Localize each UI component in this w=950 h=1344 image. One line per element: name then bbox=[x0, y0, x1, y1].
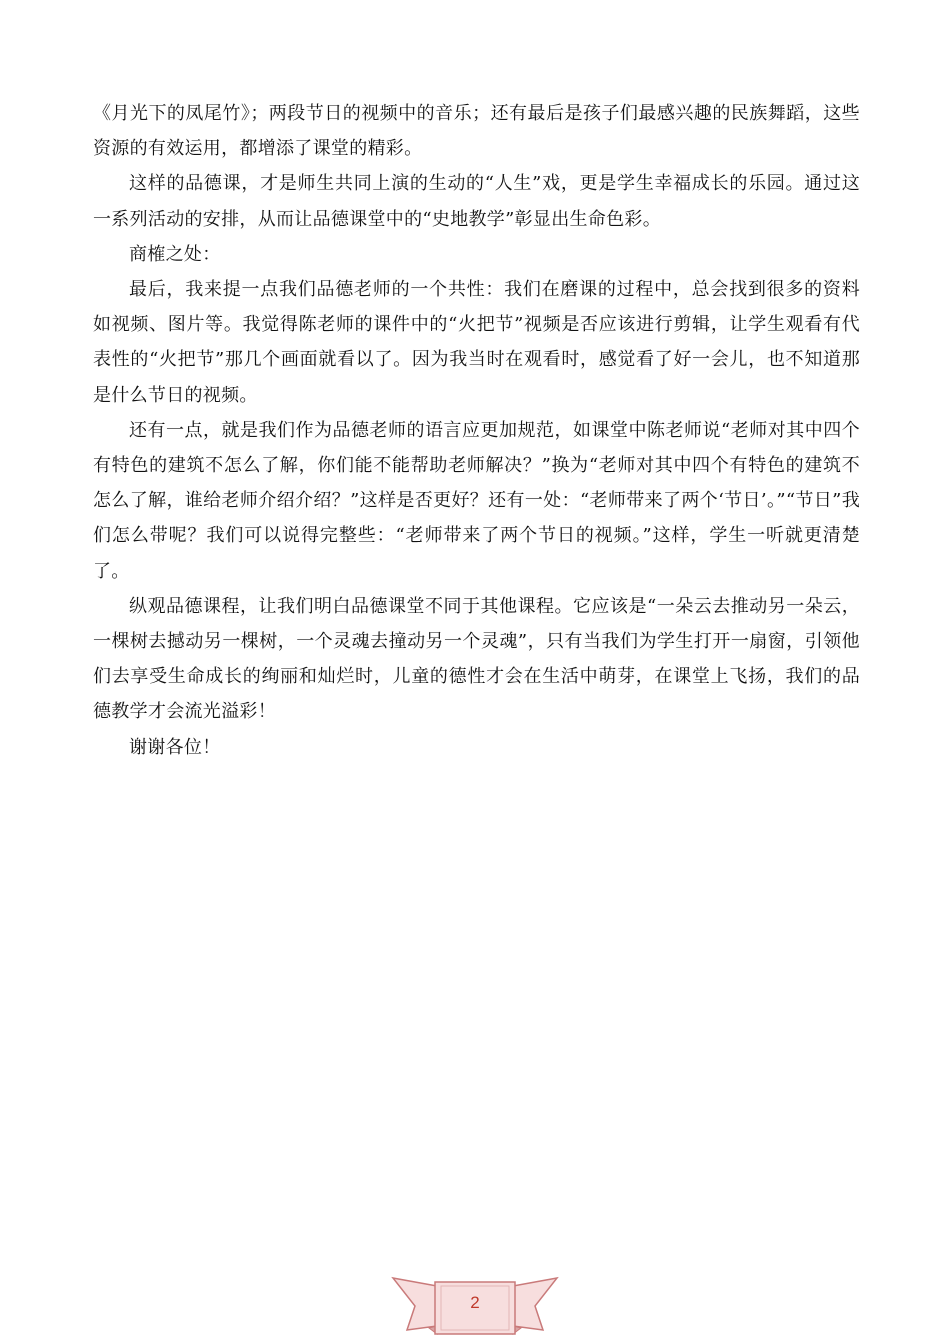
paragraph-1: 《月光下的凤尾竹》；两段节日的视频中的音乐；还有最后是孩子们最感兴趣的民族舞蹈，这些资源的有效运用，都增添了课堂的精彩。 bbox=[93, 103, 860, 160]
paragraph-6: 纵观品德课程，让我们明白品德课堂不同于其他课程。它应该是“一朵云去推动另一朵云，一棵树去撼动另一棵树，一个灵魂去撞动另一个灵魂”，只有当我们为学生打开一扇窗，引领他们去享受生命成长的绚丽和灿烂时，儿童的德性才会在生活中萌芽，在课堂上飞扬，我们的品德教学才会流光溢彩！ bbox=[93, 595, 860, 723]
paragraph-2: 这样的品德课，才是师生共同上演的生动的“人生”戏，更是学生幸福成长的乐园。通过这一系列活动的安排，从而让品德课堂中的“史地教学”彰显出生命色彩。 bbox=[93, 173, 860, 230]
paragraph-7: 谢谢各位！ bbox=[129, 736, 221, 758]
paragraph-4: 最后，我来提一点我们品德老师的一个共性：我们在磨课的过程中，总会找到很多的资料如视频、图片等。我觉得陈老师的课件中的“火把节”视频是否应该进行剪辑，让学生观看有代表性的“火把节”那几个画面就看以了。因为我当时在观看时，感觉看了好一会儿，也不知道那是什么节日的视频。 bbox=[93, 279, 860, 406]
page-number: 2 bbox=[470, 1293, 480, 1312]
page-footer bbox=[389, 1272, 561, 1340]
document-body bbox=[93, 96, 860, 765]
paragraph-5: 还有一点，就是我们作为品德老师的语言应更加规范，如课堂中陈老师说“老师对其中四个有特色的建筑不怎么了解，你们能不能帮助老师解决？”换为“老师对其中四个有特色的建筑不怎么了解，谁给老师介绍介绍？”这样是否更好？还有一处：“老师带来了两个‘节日’。”“节日”我们怎么带呢？我们可以说得完整些：“老师带来了两个节日的视频。”这样，学生一听就更清楚了。 bbox=[93, 419, 860, 582]
paragraph-3: 商榷之处： bbox=[129, 243, 221, 265]
